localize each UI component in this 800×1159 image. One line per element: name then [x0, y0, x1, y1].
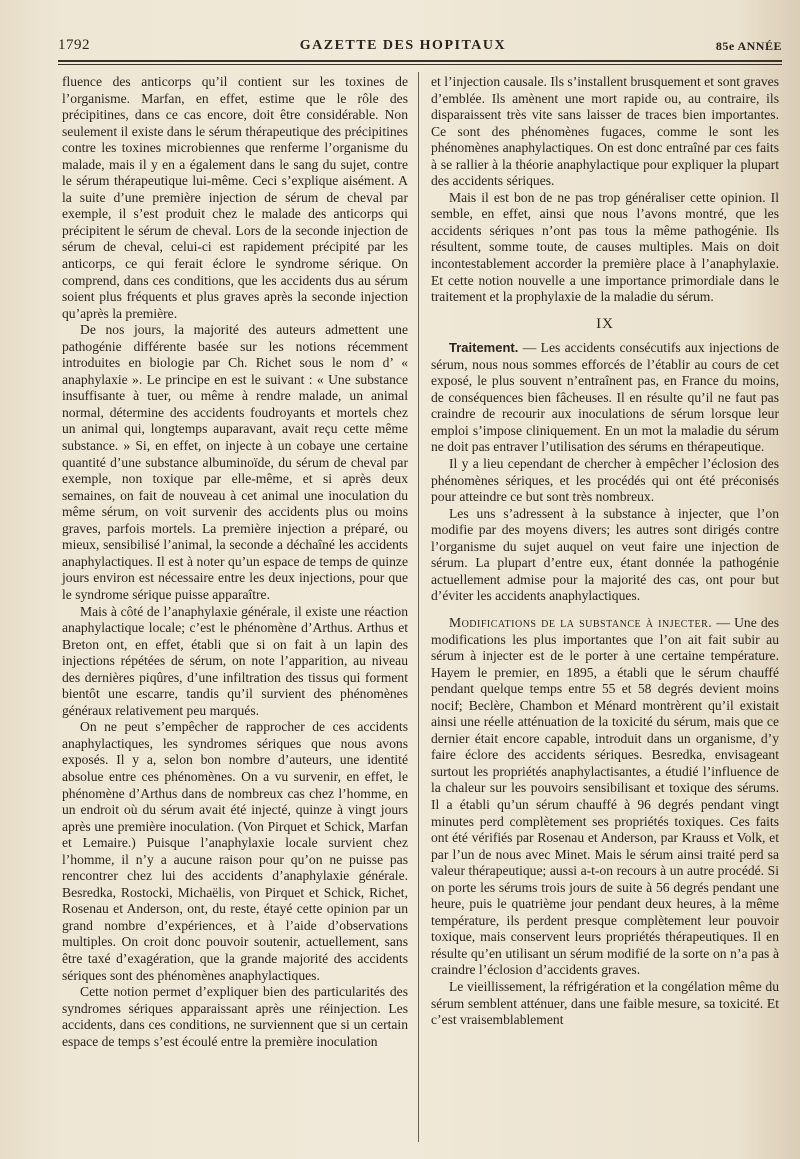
page-header [58, 30, 782, 54]
paragraph: Mais à côté de l’anaphylaxie générale, il existe une réaction anaphylactique locale; c’est le phénomène d’Arthus. Arthus et Breton ont, en effet, établi que si on fait à un lapin des injections répétées de sérum, on note l’apparition, au niveau des dernières piqûres, d’une infiltration des tissus qui forment bientôt une escarre, tandis qu’il survient des phénomènes généraux relativement peu marqués. [62, 603, 408, 718]
paragraph: Cette notion permet d’expliquer bien des particularités des syndromes sériques apparaissant après une réinjection. Les accidents, dans ces conditions, ne surviennent que si un certain espace de temps s’est écoulé entre la première inoculation [62, 984, 408, 1049]
paragraph: et l’injection causale. Ils s’installent brusquement et sont graves d’emblée. Ils amènent une mort rapide ou, au contraire, ils disparaissent très vite sans laisser de traces bien importantes. Ce sont des phénomènes fugaces, comme le sont les phénomènes anaphylactiques. On est donc entraîné par ces faits à se rallier à la théorie anaphylactique pour expliquer la plupart des accidents sériques. [431, 74, 779, 189]
paragraph: On ne peut s’empêcher de rapprocher de ces accidents anaphylactiques, les syndromes sériques que nous avons exposés. Il y a, selon bon nombre d’auteurs, une identité absolue entre ces phénomènes. On a vu survenir, en effet, le phénomène d’Arthus dans de nombreux cas chez l’homme, en un endroit où du sérum avait été injecté, quinze à vingt jours après une première inoculation. (Von Pirquet et Schick, Marfan et Lemaire.) Puisque l’anaphylaxie locale survient chez l’homme, il n’y a aucune raison pour qu’on ne puisse pas rencontrer chez lui des accidents d’anaphylaxie générale. Besredka, Rostocki, Michaëlis, von Pirquet et Schick, Richet, Rosenau et Anderson, ont, du reste, étayé cette opinion par un grand nombre d’expériences, et à l’aide d’observations multiples. On croit donc pouvoir soutenir, actuellement, sans être taxé d’exagération, que la grande majorité des accidents sériques sont des phénomènes anaphylactiques. [62, 719, 408, 983]
section-number: IX [596, 315, 614, 332]
paragraph-modifications [431, 615, 779, 979]
volume-year: 85e ANNÉE [715, 39, 782, 53]
paragraph: fluence des anticorps qu’il contient sur les toxines de l’organisme. Marfan, en effet, estime que le rôle des précipitines, dans ce cas encore, doit être considérable. Non seulement il existe dans le sérum thérapeutique des précipitines contre les toxines microbiennes que renferme l’organisme du malade, mais il y en a également dans le sang du sujet, contre le sérum thérapeutique lui-même. Ceci s’explique aisément. A la suite d’une première injection de sérum de cheval par exemple, il s’est produit chez le malade des anticorps qui précipitent le sérum de cheval. Lors de la seconde injection de sérum de cheval, celui-ci est rapidement précipité par les anticorps, ce qui ferait éclore le syndrome sérique. On comprend, dans ces conditions, que les accidents dus au sérum soient plus fréquents et plus graves après la seconde injection qu’après la première. [62, 74, 408, 321]
journal-title: GAZETTE DES HOPITAUX [299, 38, 507, 53]
paragraph: Le vieillissement, la réfrigération et la congélation même du sérum semblent atténuer, dans une faible mesure, sa toxicité. Et c’est vraisemblablement [431, 978, 779, 1028]
header-rule [58, 60, 782, 65]
paragraph: De nos jours, la majorité des auteurs admettent une pathogénie différente basée sur les notions récemment introduites en biologie par Ch. Richet sous le nom d’ « anaphylaxie ». Le principe en est le suivant : « Une substance insuffisante à tuer, ou même à rendre malade, un animal normal, déterminе des accidents foudroyants et mortels chez un animal qui, longtemps auparavant, avait reçu cette même substance. » Si, en effet, on injecte à un cobaye une certaine quantité d’une substance albuminoïde, du sérum de cheval par exemple, non toxique par elle-même, et si après deux semaines, on fait de nouveau à cet animal une inoculation du même sérum, on voit survenir des accidents plus ou moins graves, parfois mortels. La première injection a préparé, ou mieux, sensibilisé l’animal, la seconde a déchaîné les accidents anaphylactiques. Il est à noter qu’un espace de temps de quinze jours environ est nécessaire entre les deux injections, pour que le syndrome sérique puisse apparaître. [62, 322, 408, 602]
paragraph-traitement [431, 340, 779, 456]
paragraph-text: — Une des modifications les plus importantes que l’on ait fait subir au sérum à injecter est de le porter à une certaine température. Hayem le premier, en 1895, a établi que le sérum chauffé pendant quelque temps entre 55 et 58 degrés devient moins nocif; Beclère, Chambon et Ménard montrèrent qu’il existait ainsi une réelle atténuation de la toxicité du sérum, mais que ce dernier était encore capable, introduit dans un organisme, d’y faire éclore des accidents sériques. Besredka, envisageant surtout les propriétés anaphylactisantes, a étudié l’influence de la chaleur sur les pouvoirs sensibilisant et toxique des sérums. Il a établi qu’un sérum chauffé à 96 degrés pendant vingt minutes perd complètement ses propriétés toxiques. Ces faits ont été vérifiés par Rosenau et Anderson, par Krauss et Volk, et par l’un de nous avec Minet. Mais le sérum ainsi traité perd sa valeur thérapeutique; aussi a-t-on recours à un autre procédé. Si on porte les sérums trois jours de suite à 56 degrés pendant une heure, puis le quatrième jour pendant deux heures, à la même température, ils perdent presque complètement leur pouvoir toxique, mais conservent leurs propriétés thérapeutiques. Il en résulte qu’en utilisant un sérum modifié de la sorte on n’a pas à craindre l’éclosion d’accidents graves. [431, 614, 780, 978]
left-column [62, 74, 408, 1050]
paragraph: Mais il est bon de ne pas trop généraliser cette opinion. Il semble, en effet, ainsi que nous l’avons montré, que les accidents sériques n’ont pas tous la même pathogénie. Ils résultent, somme toute, de causes multiples. Mais on doit incontestablement accorder la première place à l’anaphylaxie. Et cette notion nouvelle a une importance primordiale dans le traitement et la prophylaxie de la maladie du sérum. [431, 189, 779, 305]
run-in-heading: Modifications de la substance à injecter. [449, 614, 713, 630]
spacer [431, 605, 779, 615]
paragraph: Les uns s’adressent à la substance à injecter, que l’on modifie par des moyens divers; les autres sont dirigés contre l’organisme du sujet auquel on veut faire une injection de sérum. La plupart d’entre eux, étant donnée la pathogénie actuellement admise pour la majorité des cas, ont pour but d’éviter les accidents anaphylactiques. [431, 505, 779, 604]
column-divider [418, 72, 419, 1142]
paragraph: Il y a lieu cependant de chercher à empêcher l’éclosion des phénomènes sériques, et les procédés qui ont été préconisés pour atteindre ce but sont très nombreux. [431, 456, 779, 505]
run-in-heading: Traitement. [449, 340, 519, 356]
paragraph-text: — Les accidents consécutifs aux injections de sérum, nous nous sommes efforcés de l’établir au cours de cet exposé, le plus souvent n’entraînent pas, en France du moins, de conséquences bien fâcheuses. Il en résulte qu’il ne faut pas craindre de recourir aux inoculations de sérum lorsque leur emploi s’impose cliniquement. En un mot la maladie du sérum ne doit pas entraver l’utilisation des sérums en thérapeutique. [431, 340, 779, 455]
right-column [431, 74, 779, 1029]
page-number: 1792 [58, 37, 90, 53]
